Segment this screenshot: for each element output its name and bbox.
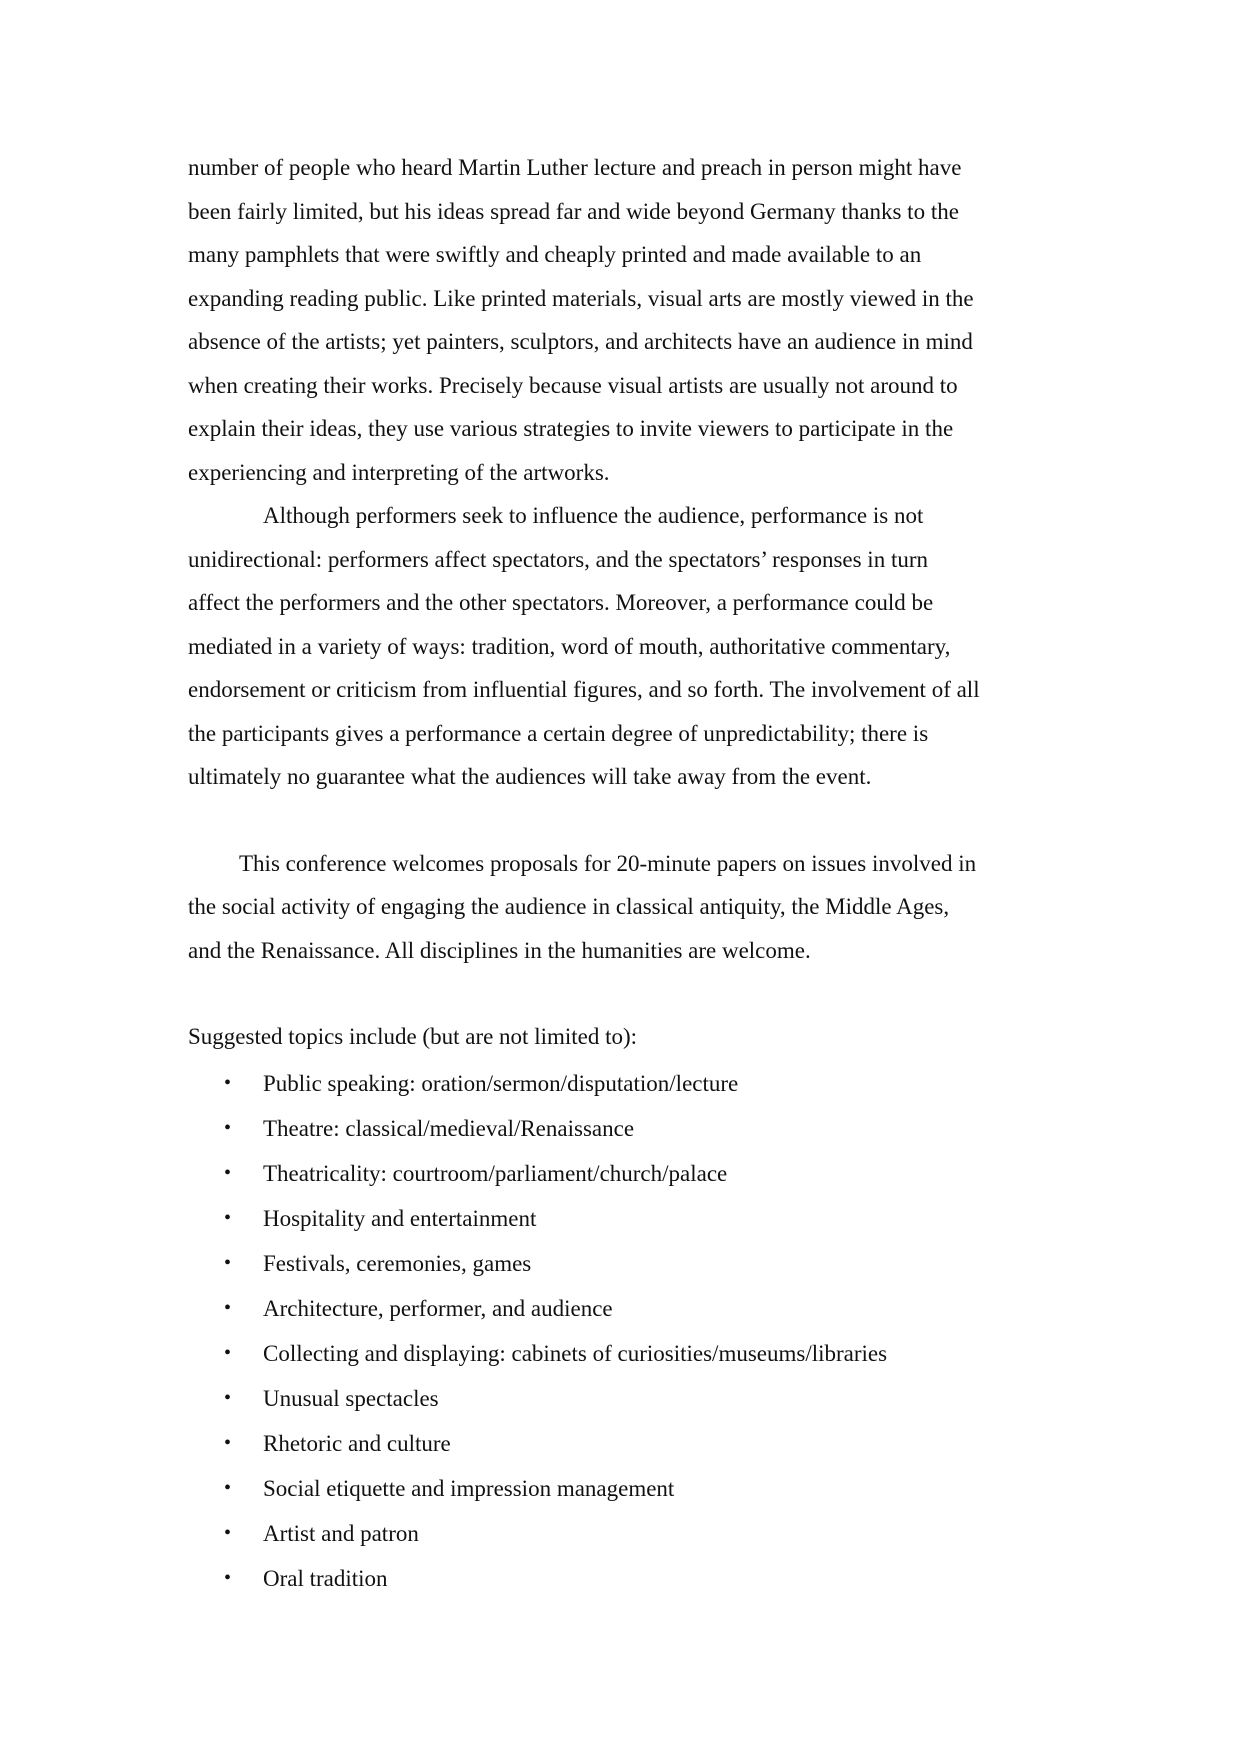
topics-list <box>188 1061 1068 1601</box>
text-line: unidirectional: performers affect spectators, and the spectators’ responses in turn <box>188 546 928 572</box>
text-line: the social activity of engaging the audience in classical antiquity, the Middle Ages, <box>188 894 950 919</box>
text-line: been fairly limited, but his ideas spread far and wide beyond Germany thanks to the <box>188 198 959 224</box>
list-item-text: Hospitality and entertainment <box>263 1205 537 1231</box>
list-item <box>188 1196 1068 1241</box>
bullet-icon: • <box>224 1341 232 1364</box>
paragraph-luther-visual-arts <box>188 146 1068 494</box>
text-line: the participants gives a performance a certain degree of unpredictability; there is <box>188 720 929 746</box>
list-item-text: Unusual spectacles <box>263 1385 439 1411</box>
list-item <box>188 1511 1068 1556</box>
text-line: ultimately no guarantee what the audiences will take away from the event. <box>188 764 872 789</box>
text-line: endorsement or criticism from influential figures, and so forth. The involvement of all <box>188 677 980 702</box>
list-item-text: Public speaking: oration/sermon/disputation/lecture <box>263 1070 739 1096</box>
text-line: when creating their works. Precisely because visual artists are usually not around to <box>188 372 958 398</box>
text-line: number of people who heard Martin Luther lecture and preach in person might have <box>188 155 962 180</box>
bullet-icon: • <box>224 1071 232 1094</box>
bullet-icon: • <box>224 1296 232 1319</box>
bullet-icon: • <box>224 1206 232 1229</box>
list-item-text: Artist and patron <box>263 1520 419 1546</box>
text-line: mediated in a variety of ways: tradition, word of mouth, authoritative commentary, <box>188 633 951 659</box>
text-line: absence of the artists; yet painters, sculptors, and architects have an audience in mind <box>188 329 973 354</box>
text-line: many pamphlets that were swiftly and cheaply printed and made available to an <box>188 242 922 267</box>
bullet-icon: • <box>224 1521 232 1544</box>
list-item <box>188 1241 1068 1286</box>
bullet-icon: • <box>224 1431 232 1454</box>
text-line: Although performers seek to influence the audience, performance is not <box>263 503 924 528</box>
list-item-text: Architecture, performer, and audience <box>263 1295 613 1321</box>
bullet-icon: • <box>224 1251 232 1274</box>
text-line: affect the performers and the other spectators. Moreover, a performance could be <box>188 590 934 615</box>
text-line: explain their ideas, they use various strategies to invite viewers to participate in the <box>188 416 954 441</box>
list-item <box>188 1556 1068 1601</box>
bullet-icon: • <box>224 1386 232 1409</box>
list-item <box>188 1421 1068 1466</box>
list-item-text: Festivals, ceremonies, games <box>263 1250 532 1276</box>
bullet-icon: • <box>224 1161 232 1184</box>
list-item <box>188 1286 1068 1331</box>
bullet-icon: • <box>224 1566 232 1589</box>
list-item <box>188 1331 1068 1376</box>
text-line: expanding reading public. Like printed materials, visual arts are mostly viewed in the <box>188 285 974 311</box>
text-line: and the Renaissance. All disciplines in the humanities are welcome. <box>188 937 811 963</box>
list-item-text: Theatricality: courtroom/parliament/church/palace <box>263 1160 728 1186</box>
paragraph-conference-call <box>188 842 1068 973</box>
list-item-text: Rhetoric and culture <box>263 1430 451 1456</box>
list-item <box>188 1151 1068 1196</box>
list-item-text: Oral tradition <box>263 1565 388 1591</box>
text-line: This conference welcomes proposals for 20-minute papers on issues involved in <box>239 850 977 876</box>
document-page <box>188 146 1068 1601</box>
text-line: experiencing and interpreting of the artworks. <box>188 459 610 485</box>
list-item-text: Theatre: classical/medieval/Renaissance <box>263 1115 635 1141</box>
list-item <box>188 1061 1068 1106</box>
list-item-text: Collecting and displaying: cabinets of curiosities/museums/libraries <box>263 1340 888 1366</box>
paragraph-performance <box>188 494 1068 799</box>
bullet-icon: • <box>224 1116 232 1139</box>
list-item <box>188 1106 1068 1151</box>
list-item-text: Social etiquette and impression management <box>263 1475 675 1501</box>
list-item <box>188 1466 1068 1511</box>
list-item <box>188 1376 1068 1421</box>
topics-intro: Suggested topics include (but are not limited to): <box>188 1024 638 1049</box>
bullet-icon: • <box>224 1476 232 1499</box>
